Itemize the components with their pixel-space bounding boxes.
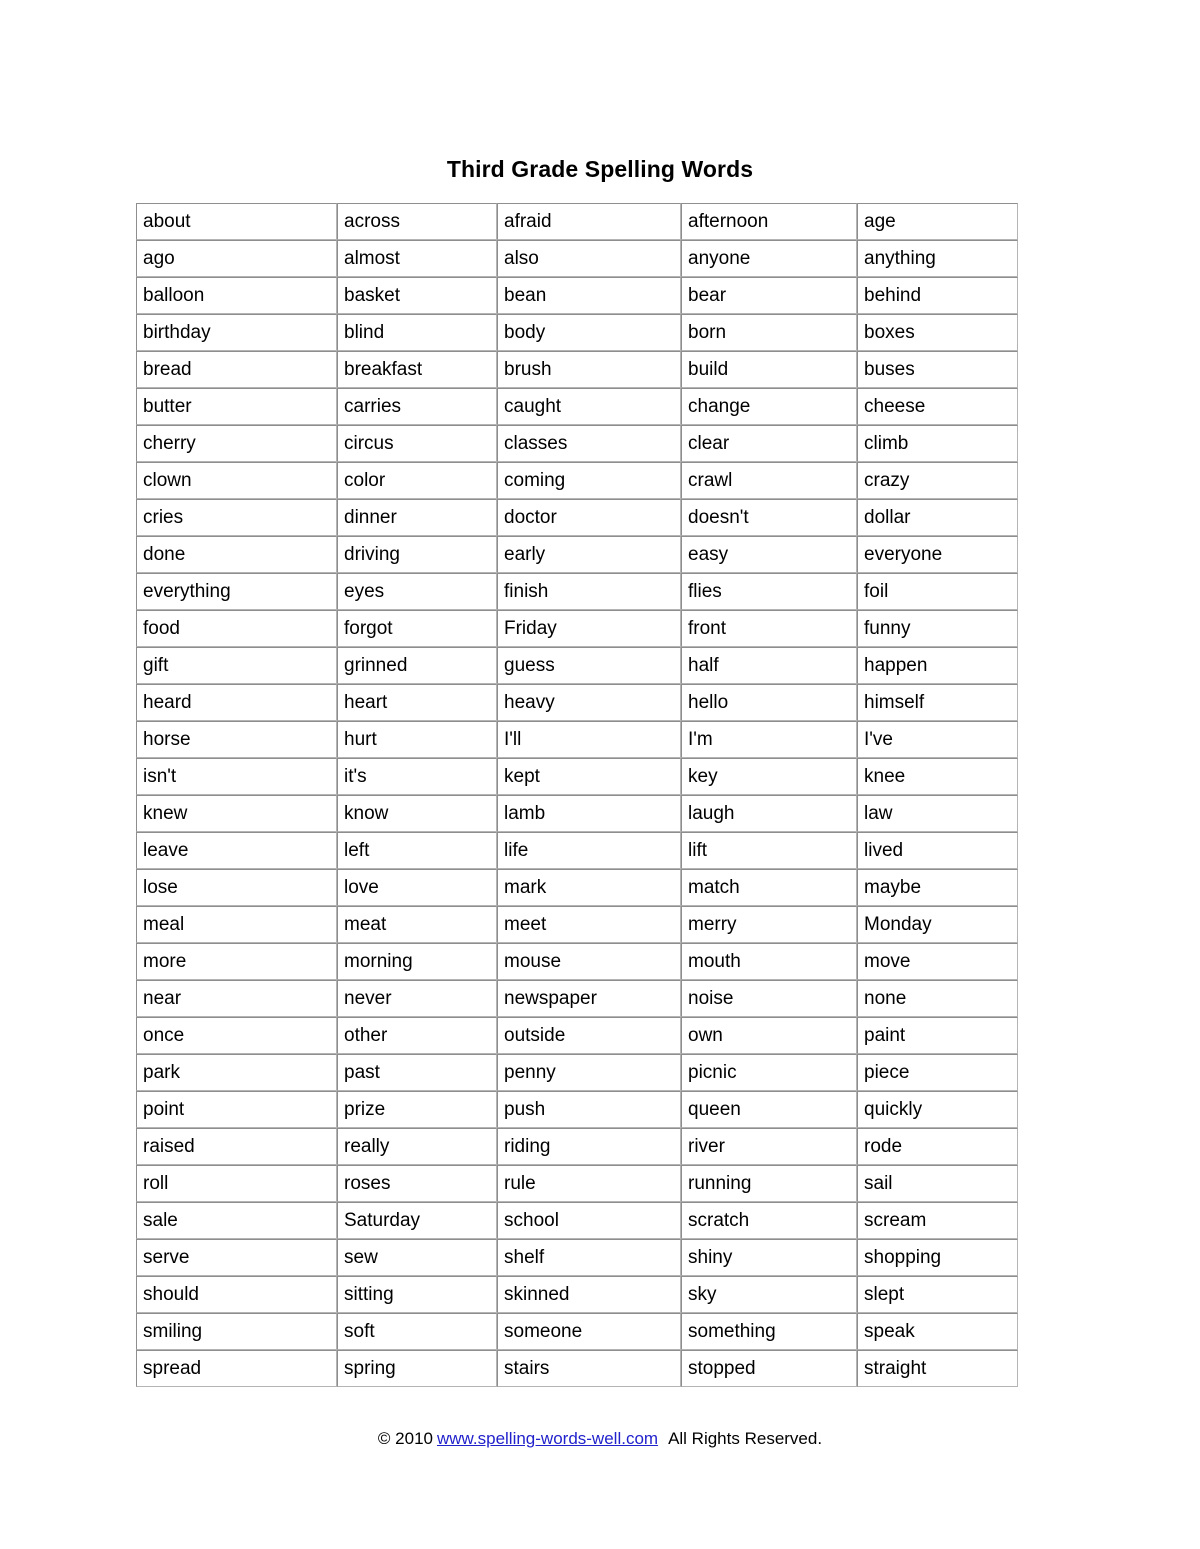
table-row: [136, 499, 1018, 536]
table-row: [136, 462, 1018, 499]
table-row: [136, 351, 1018, 388]
spelling-words-table: [136, 203, 1018, 1387]
table-row: [136, 721, 1018, 758]
spelling-word-cell: none: [857, 980, 1018, 1017]
spelling-word-cell: happen: [857, 647, 1018, 684]
spelling-word-cell: dinner: [337, 499, 497, 536]
spelling-word-cell: should: [136, 1276, 337, 1313]
spelling-word-cell: newspaper: [497, 980, 681, 1017]
table-row: [136, 425, 1018, 462]
spelling-word-cell: Saturday: [337, 1202, 497, 1239]
spelling-word-cell: sale: [136, 1202, 337, 1239]
spelling-word-cell: speak: [857, 1313, 1018, 1350]
spelling-word-cell: outside: [497, 1017, 681, 1054]
spelling-word-cell: spring: [337, 1350, 497, 1387]
table-row: [136, 906, 1018, 943]
spelling-word-cell: running: [681, 1165, 857, 1202]
spelling-word-cell: scratch: [681, 1202, 857, 1239]
spelling-word-cell: picnic: [681, 1054, 857, 1091]
spelling-word-cell: meat: [337, 906, 497, 943]
spelling-word-cell: park: [136, 1054, 337, 1091]
spelling-word-cell: sitting: [337, 1276, 497, 1313]
spelling-word-cell: almost: [337, 240, 497, 277]
spelling-word-cell: age: [857, 203, 1018, 240]
spelling-word-cell: climb: [857, 425, 1018, 462]
spelling-word-cell: bean: [497, 277, 681, 314]
spelling-words-table-body: [136, 203, 1018, 1387]
spelling-word-cell: butter: [136, 388, 337, 425]
table-row: [136, 610, 1018, 647]
spelling-word-cell: blind: [337, 314, 497, 351]
spelling-word-cell: kept: [497, 758, 681, 795]
page-footer: [0, 1429, 1200, 1449]
spelling-word-cell: circus: [337, 425, 497, 462]
spelling-word-cell: bread: [136, 351, 337, 388]
spelling-word-cell: queen: [681, 1091, 857, 1128]
spelling-word-cell: quickly: [857, 1091, 1018, 1128]
table-row: [136, 1202, 1018, 1239]
page-title: Third Grade Spelling Words: [446, 156, 754, 183]
spelling-word-cell: maybe: [857, 869, 1018, 906]
spelling-word-cell: mark: [497, 869, 681, 906]
table-row: [136, 1017, 1018, 1054]
rights-reserved-text: All Rights Reserved.: [668, 1429, 823, 1448]
spelling-word-cell: roll: [136, 1165, 337, 1202]
spelling-word-cell: roses: [337, 1165, 497, 1202]
spelling-word-cell: smiling: [136, 1313, 337, 1350]
spelling-word-cell: caught: [497, 388, 681, 425]
spelling-word-cell: laugh: [681, 795, 857, 832]
table-row: [136, 203, 1018, 240]
spelling-word-cell: love: [337, 869, 497, 906]
spelling-word-cell: hurt: [337, 721, 497, 758]
spelling-word-cell: body: [497, 314, 681, 351]
spelling-word-cell: food: [136, 610, 337, 647]
spelling-word-cell: behind: [857, 277, 1018, 314]
table-row: [136, 1350, 1018, 1387]
spelling-word-cell: everyone: [857, 536, 1018, 573]
spelling-word-cell: driving: [337, 536, 497, 573]
spelling-word-cell: anyone: [681, 240, 857, 277]
table-row: [136, 684, 1018, 721]
spelling-word-cell: lift: [681, 832, 857, 869]
spelling-word-cell: riding: [497, 1128, 681, 1165]
spelling-word-cell: river: [681, 1128, 857, 1165]
spelling-word-cell: eyes: [337, 573, 497, 610]
spelling-word-cell: match: [681, 869, 857, 906]
spelling-word-cell: rule: [497, 1165, 681, 1202]
spelling-word-cell: everything: [136, 573, 337, 610]
spelling-word-cell: once: [136, 1017, 337, 1054]
spelling-word-cell: brush: [497, 351, 681, 388]
spelling-word-cell: lived: [857, 832, 1018, 869]
spelling-word-cell: more: [136, 943, 337, 980]
spelling-word-cell: scream: [857, 1202, 1018, 1239]
spelling-word-cell: hello: [681, 684, 857, 721]
spelling-word-cell: knew: [136, 795, 337, 832]
spelling-word-cell: lamb: [497, 795, 681, 832]
spelling-word-cell: lose: [136, 869, 337, 906]
spelling-word-cell: heart: [337, 684, 497, 721]
spelling-word-cell: stairs: [497, 1350, 681, 1387]
table-row: [136, 647, 1018, 684]
spelling-word-cell: classes: [497, 425, 681, 462]
spelling-word-cell: clown: [136, 462, 337, 499]
spelling-word-cell: crazy: [857, 462, 1018, 499]
spelling-word-cell: penny: [497, 1054, 681, 1091]
table-row: [136, 314, 1018, 351]
spelling-word-cell: gift: [136, 647, 337, 684]
spelling-word-cell: heard: [136, 684, 337, 721]
spelling-word-cell: dollar: [857, 499, 1018, 536]
spelling-word-cell: know: [337, 795, 497, 832]
spelling-word-cell: heavy: [497, 684, 681, 721]
table-row: [136, 1128, 1018, 1165]
table-row: [136, 1239, 1018, 1276]
table-row: [136, 943, 1018, 980]
spelling-word-cell: finish: [497, 573, 681, 610]
spelling-word-cell: Friday: [497, 610, 681, 647]
spelling-word-cell: mouse: [497, 943, 681, 980]
spelling-word-cell: bear: [681, 277, 857, 314]
spelling-word-cell: build: [681, 351, 857, 388]
spelling-word-cell: breakfast: [337, 351, 497, 388]
spelling-word-cell: spread: [136, 1350, 337, 1387]
spelling-word-cell: key: [681, 758, 857, 795]
spelling-word-cell: merry: [681, 906, 857, 943]
spelling-word-cell: shiny: [681, 1239, 857, 1276]
spelling-word-cell: doctor: [497, 499, 681, 536]
spelling-word-cell: shelf: [497, 1239, 681, 1276]
spelling-word-cell: move: [857, 943, 1018, 980]
table-row: [136, 388, 1018, 425]
spelling-word-cell: straight: [857, 1350, 1018, 1387]
spelling-word-cell: cheese: [857, 388, 1018, 425]
spelling-word-cell: other: [337, 1017, 497, 1054]
table-row: [136, 1091, 1018, 1128]
spelling-word-cell: color: [337, 462, 497, 499]
table-row: [136, 1054, 1018, 1091]
spelling-word-cell: cherry: [136, 425, 337, 462]
table-row: [136, 1313, 1018, 1350]
spelling-word-cell: sail: [857, 1165, 1018, 1202]
spelling-word-cell: shopping: [857, 1239, 1018, 1276]
spelling-word-cell: never: [337, 980, 497, 1017]
spelling-word-cell: done: [136, 536, 337, 573]
spelling-word-cell: meal: [136, 906, 337, 943]
spelling-word-cell: piece: [857, 1054, 1018, 1091]
spelling-word-cell: ago: [136, 240, 337, 277]
spelling-word-cell: also: [497, 240, 681, 277]
table-row: [136, 980, 1018, 1017]
spelling-word-cell: across: [337, 203, 497, 240]
spelling-word-cell: Monday: [857, 906, 1018, 943]
spelling-word-cell: guess: [497, 647, 681, 684]
spelling-word-cell: horse: [136, 721, 337, 758]
table-row: [136, 277, 1018, 314]
spelling-word-cell: noise: [681, 980, 857, 1017]
spelling-word-cell: own: [681, 1017, 857, 1054]
spelling-word-cell: knee: [857, 758, 1018, 795]
spelling-word-cell: I'm: [681, 721, 857, 758]
spelling-word-cell: birthday: [136, 314, 337, 351]
spelling-word-cell: stopped: [681, 1350, 857, 1387]
spelling-word-cell: someone: [497, 1313, 681, 1350]
spelling-word-cell: front: [681, 610, 857, 647]
spelling-word-cell: early: [497, 536, 681, 573]
spelling-word-cell: it's: [337, 758, 497, 795]
spelling-word-cell: buses: [857, 351, 1018, 388]
spelling-word-cell: grinned: [337, 647, 497, 684]
spelling-word-cell: paint: [857, 1017, 1018, 1054]
spelling-word-cell: forgot: [337, 610, 497, 647]
spelling-word-cell: isn't: [136, 758, 337, 795]
spelling-word-cell: balloon: [136, 277, 337, 314]
spelling-word-cell: law: [857, 795, 1018, 832]
spelling-word-cell: sky: [681, 1276, 857, 1313]
spelling-word-cell: something: [681, 1313, 857, 1350]
spelling-word-cell: boxes: [857, 314, 1018, 351]
table-row: [136, 1165, 1018, 1202]
table-row: [136, 1276, 1018, 1313]
spelling-word-cell: I've: [857, 721, 1018, 758]
spelling-word-cell: push: [497, 1091, 681, 1128]
spelling-word-cell: himself: [857, 684, 1018, 721]
spelling-word-cell: sew: [337, 1239, 497, 1276]
table-row: [136, 758, 1018, 795]
spelling-word-cell: point: [136, 1091, 337, 1128]
spelling-word-cell: leave: [136, 832, 337, 869]
spelling-word-cell: funny: [857, 610, 1018, 647]
spelling-word-cell: morning: [337, 943, 497, 980]
spelling-word-cell: born: [681, 314, 857, 351]
spelling-word-cell: serve: [136, 1239, 337, 1276]
spelling-word-cell: really: [337, 1128, 497, 1165]
table-row: [136, 240, 1018, 277]
table-row: [136, 832, 1018, 869]
spelling-word-cell: easy: [681, 536, 857, 573]
spelling-word-cell: skinned: [497, 1276, 681, 1313]
spelling-word-cell: afternoon: [681, 203, 857, 240]
table-row: [136, 795, 1018, 832]
spelling-word-cell: raised: [136, 1128, 337, 1165]
spelling-word-cell: basket: [337, 277, 497, 314]
spelling-word-cell: anything: [857, 240, 1018, 277]
spelling-word-cell: clear: [681, 425, 857, 462]
copyright-text: © 2010: [377, 1429, 433, 1448]
spelling-word-cell: half: [681, 647, 857, 684]
website-link[interactable]: www.spelling-words-well.com: [437, 1429, 659, 1448]
spelling-word-cell: past: [337, 1054, 497, 1091]
spelling-word-cell: carries: [337, 388, 497, 425]
spelling-word-cell: I'll: [497, 721, 681, 758]
spelling-word-cell: foil: [857, 573, 1018, 610]
spelling-word-cell: near: [136, 980, 337, 1017]
spelling-word-cell: doesn't: [681, 499, 857, 536]
table-row: [136, 536, 1018, 573]
spelling-word-cell: change: [681, 388, 857, 425]
spelling-word-cell: mouth: [681, 943, 857, 980]
spelling-words-table-wrapper: [136, 203, 1018, 1387]
spelling-word-cell: coming: [497, 462, 681, 499]
spelling-word-cell: meet: [497, 906, 681, 943]
spelling-word-cell: rode: [857, 1128, 1018, 1165]
spelling-word-cell: school: [497, 1202, 681, 1239]
table-row: [136, 869, 1018, 906]
spelling-word-cell: crawl: [681, 462, 857, 499]
spelling-word-cell: about: [136, 203, 337, 240]
spelling-word-cell: flies: [681, 573, 857, 610]
spelling-word-cell: cries: [136, 499, 337, 536]
spelling-word-cell: afraid: [497, 203, 681, 240]
table-row: [136, 573, 1018, 610]
spelling-word-cell: left: [337, 832, 497, 869]
spelling-word-cell: soft: [337, 1313, 497, 1350]
spelling-word-cell: slept: [857, 1276, 1018, 1313]
spelling-word-cell: life: [497, 832, 681, 869]
spelling-word-cell: prize: [337, 1091, 497, 1128]
